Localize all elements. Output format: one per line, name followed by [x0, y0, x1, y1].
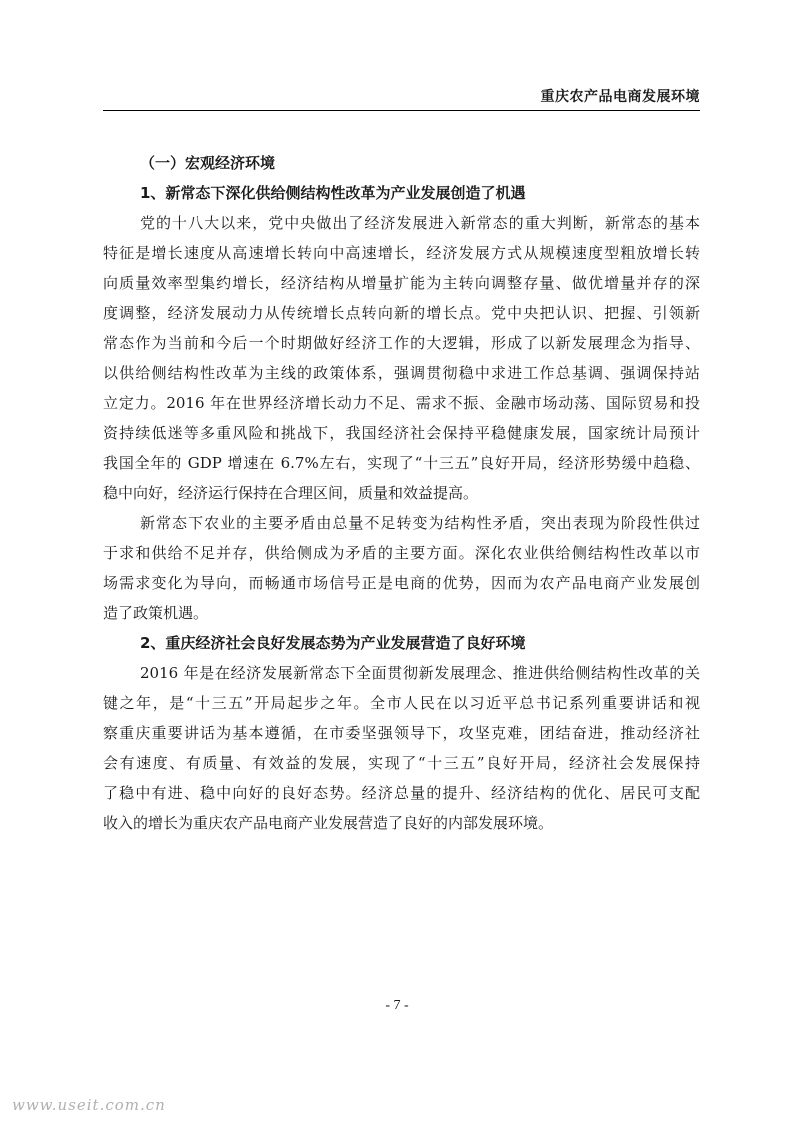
paragraph-line: 我国全年的 GDP 增速在 6.7%左右，实现了“十三五”良好开局，经济形势缓中趋稳、 — [103, 454, 700, 472]
section-heading: （一）宏观经济环境 — [140, 154, 276, 172]
paragraph-line: 立定力。2016 年在世界经济增长动力不足、需求不振、金融市场动荡、国际贸易和投 — [103, 394, 700, 412]
paragraph-line: 场需求变化为导向，而畅通市场信号正是电商的优势，因而为农产品电商产业发展创 — [103, 574, 700, 592]
paragraph-line: 会有速度、有质量、有效益的发展，实现了“十三五”良好开局，经济社会发展保持 — [103, 754, 700, 772]
paragraph-line: 特征是增长速度从高速增长转向中高速增长，经济发展方式从规模速度型粗放增长转 — [103, 244, 700, 262]
paragraph-line: 稳中向好，经济运行保持在合理区间，质量和效益提高。 — [103, 484, 479, 502]
header-title: 重庆农产品电商发展环境 — [540, 89, 700, 105]
paragraph-line: 键之年，是“十三五”开局起步之年。全市人民在以习近平总书记系列重要讲话和视 — [103, 694, 700, 712]
paragraph-line: 于求和供给不足并存，供给侧成为矛盾的主要方面。深化农业供给侧结构性改革以市 — [103, 544, 700, 562]
paragraph-line: 资持续低迷等多重风险和挑战下，我国经济社会保持平稳健康发展，国家统计局预计 — [103, 424, 700, 442]
paragraph-line: 了稳中有进、稳中向好的良好态势。经济总量的提升、经济结构的优化、居民可支配 — [103, 784, 700, 802]
paragraph-line: 2016 年是在经济发展新常态下全面贯彻新发展理念、推进供给侧结构性改革的关 — [140, 664, 700, 682]
paragraph-1 — [103, 208, 700, 508]
watermark: www.useit.com.cn — [12, 1096, 166, 1114]
document-body — [103, 148, 700, 838]
subsection-heading-2: 2、重庆经济社会良好发展态势为产业发展营造了良好环境 — [140, 634, 526, 652]
paragraph-line: 向质量效率型集约增长，经济结构从增量扩能为主转向调整存量、做优增量并存的深 — [103, 274, 700, 292]
paragraph-2 — [103, 508, 700, 628]
paragraph-line: 察重庆重要讲话为基本遵循，在市委坚强领导下，攻坚克难，团结奋进，推动经济社 — [103, 724, 700, 742]
paragraph-line: 造了政策机遇。 — [103, 604, 209, 622]
page-header — [103, 84, 700, 111]
paragraph-line: 收入的增长为重庆农产品电商产业发展营造了良好的内部发展环境。 — [103, 814, 554, 832]
page-number: - 7 - — [385, 998, 409, 1013]
paragraph-line: 以供给侧结构性改革为主线的政策体系，强调贯彻稳中求进工作总基调、强调保持站 — [103, 364, 700, 382]
subsection-heading-1: 1、新常态下深化供给侧结构性改革为产业发展创造了机遇 — [140, 184, 526, 202]
paragraph-line: 新常态下农业的主要矛盾由总量不足转变为结构性矛盾，突出表现为阶段性供过 — [140, 514, 700, 532]
paragraph-line: 度调整，经济发展动力从传统增长点转向新的增长点。党中央把认识、把握、引领新 — [103, 304, 700, 322]
paragraph-3 — [103, 658, 700, 838]
paragraph-line: 党的十八大以来，党中央做出了经济发展进入新常态的重大判断，新常态的基本 — [140, 214, 700, 232]
paragraph-line: 常态作为当前和今后一个时期做好经济工作的大逻辑，形成了以新发展理念为指导、 — [103, 334, 700, 352]
